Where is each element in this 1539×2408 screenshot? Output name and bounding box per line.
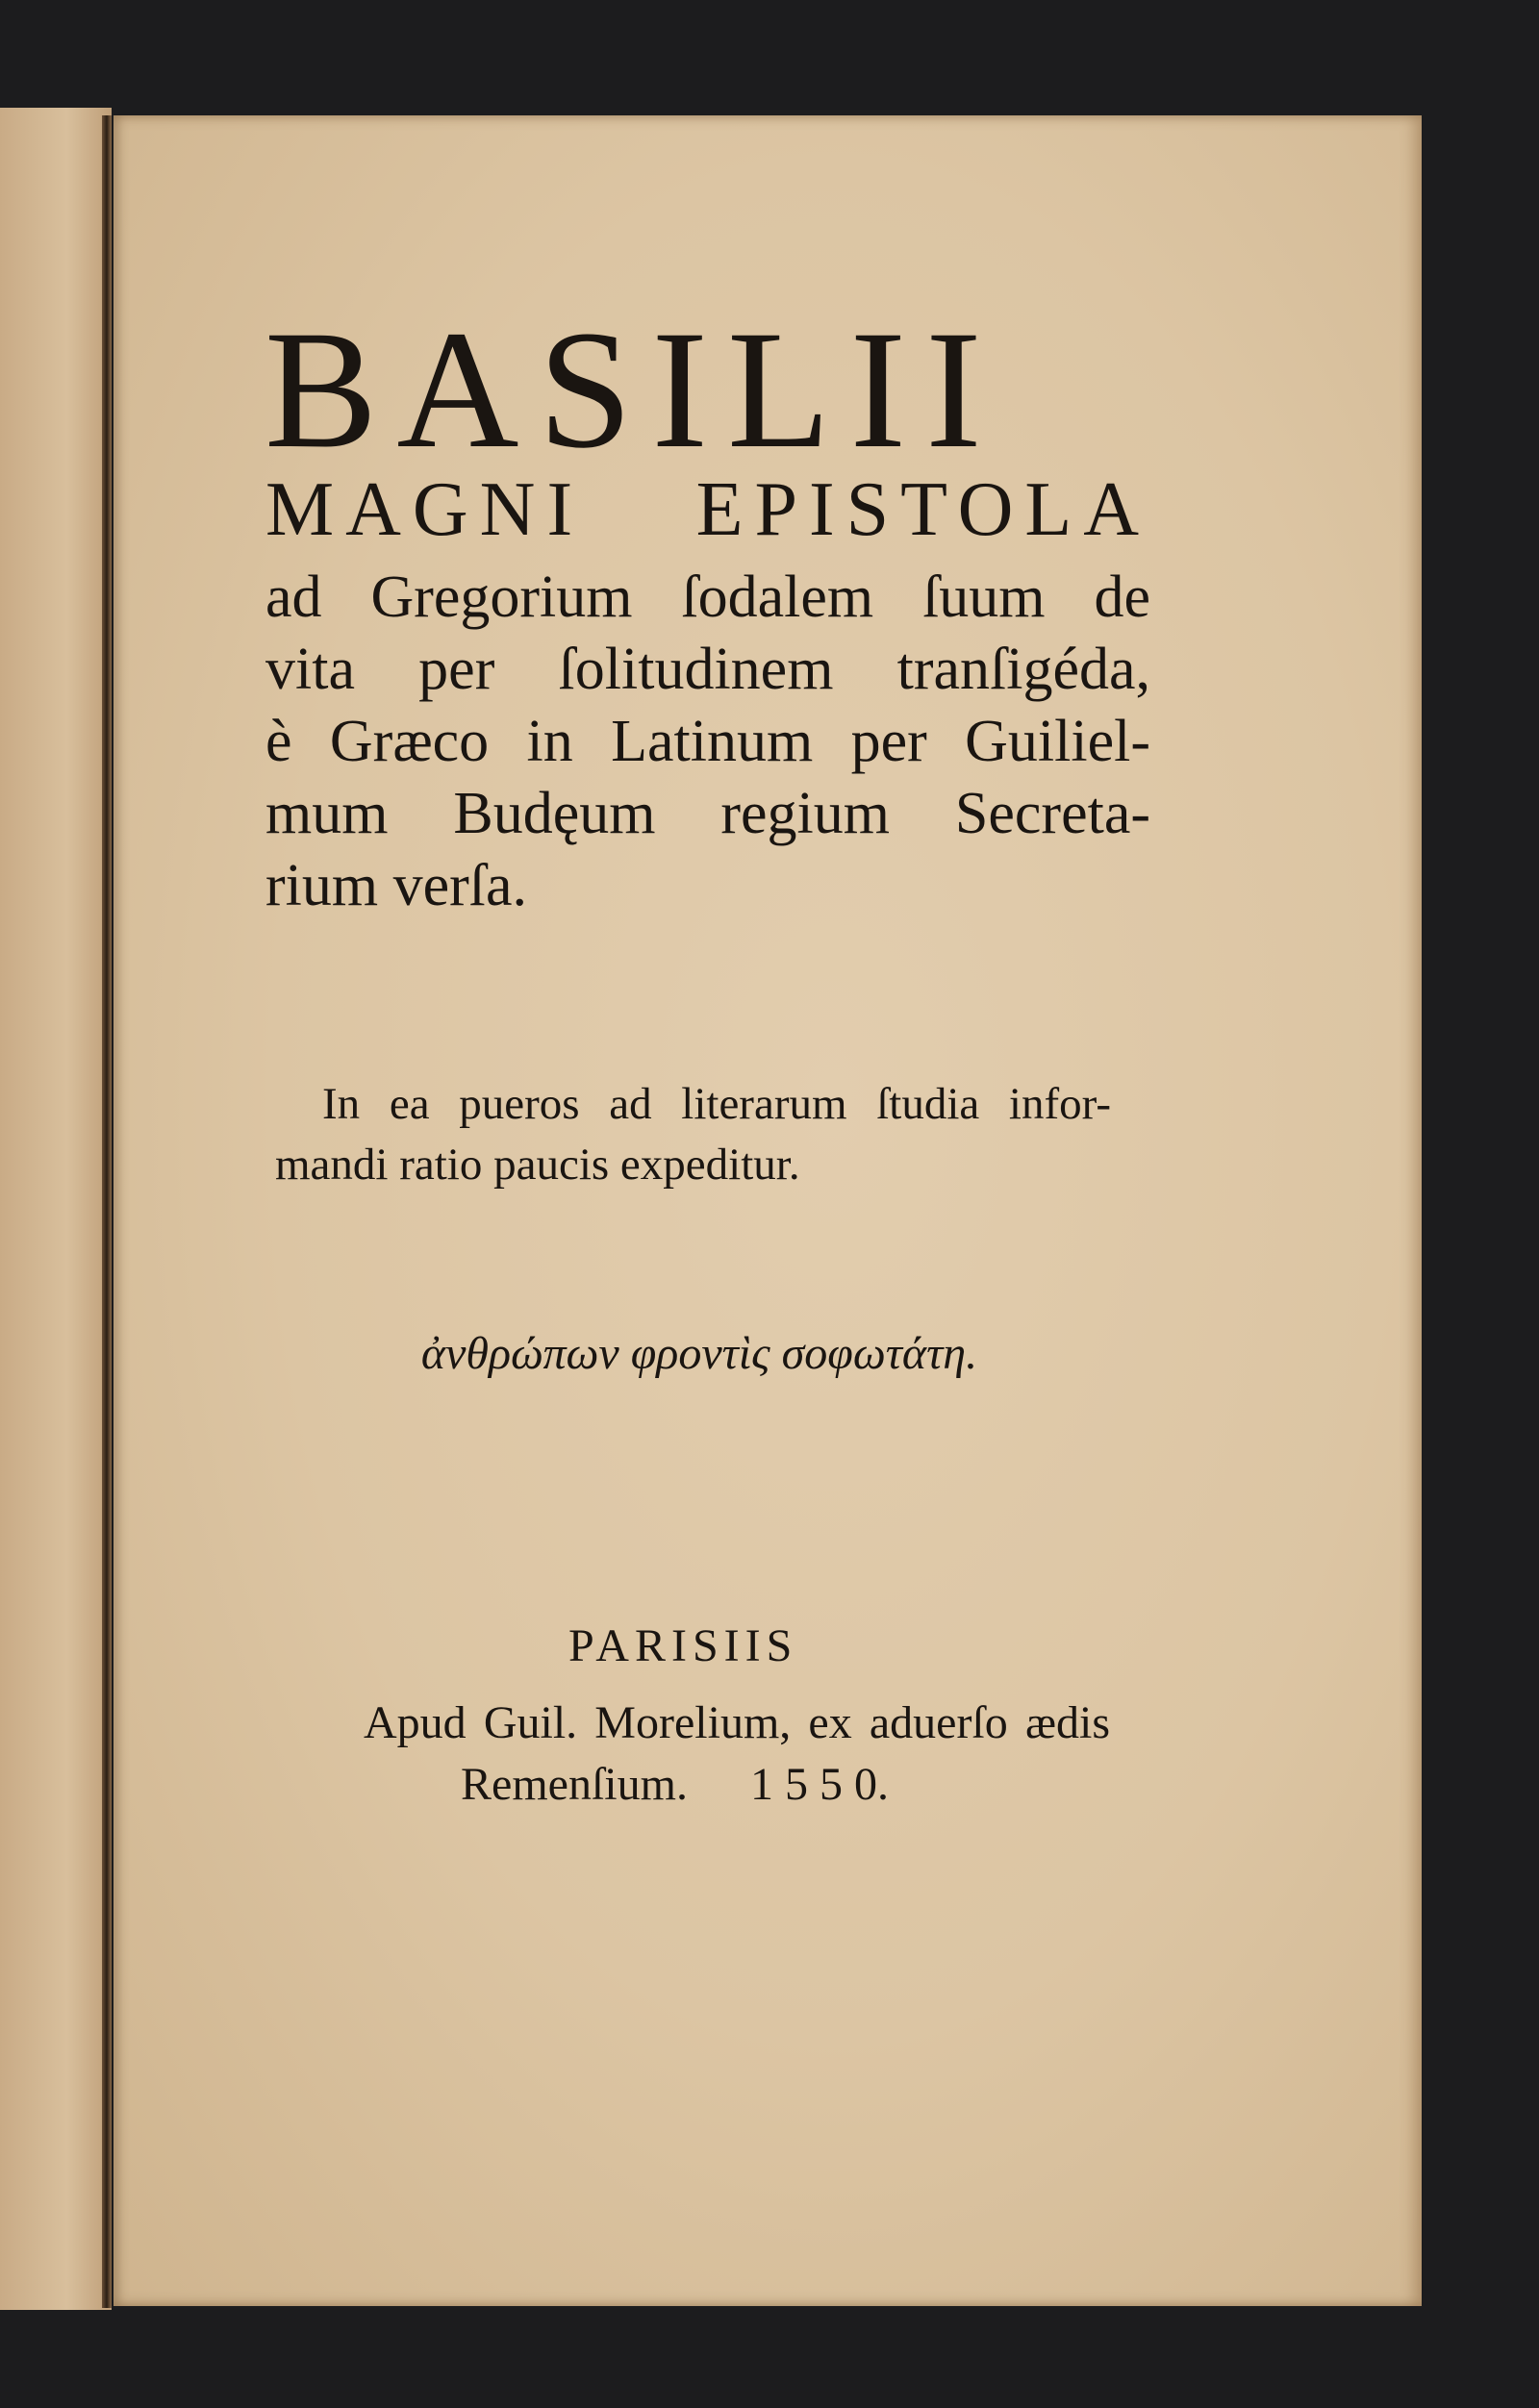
- description-line: vita per ſolitudinem tranſigéda,: [265, 637, 1150, 702]
- description-line: mum Budęum regium Secreta-: [265, 781, 1150, 846]
- description-line: è Græco in Latinum per Guiliel-: [265, 709, 1150, 774]
- facing-page-edge: [0, 108, 112, 2310]
- book-title: BASILII: [265, 296, 1001, 484]
- book-spine: [102, 115, 112, 2308]
- description-line: rium verſa.: [265, 853, 528, 918]
- note-line: In ea pueros ad literarum ſtudia infor-: [322, 1079, 1111, 1129]
- imprint-location: Remenſium.: [461, 1759, 688, 1810]
- greek-motto: ἀνθρώπων φροντὶς σοφωτάτη.: [420, 1328, 978, 1379]
- description-line: ad Gregorium ſodalem ſuum de: [265, 564, 1150, 630]
- book-subtitle: MAGNI EPISTOLA: [265, 467, 1150, 552]
- note-line: mandi ratio paucis expeditur.: [275, 1140, 800, 1190]
- imprint-place: PARISIIS: [568, 1620, 798, 1671]
- imprint-year: 1 5 5 0.: [750, 1759, 889, 1810]
- imprint-printer: Apud Guil. Morelium, ex aduerſo ædis: [364, 1697, 1110, 1748]
